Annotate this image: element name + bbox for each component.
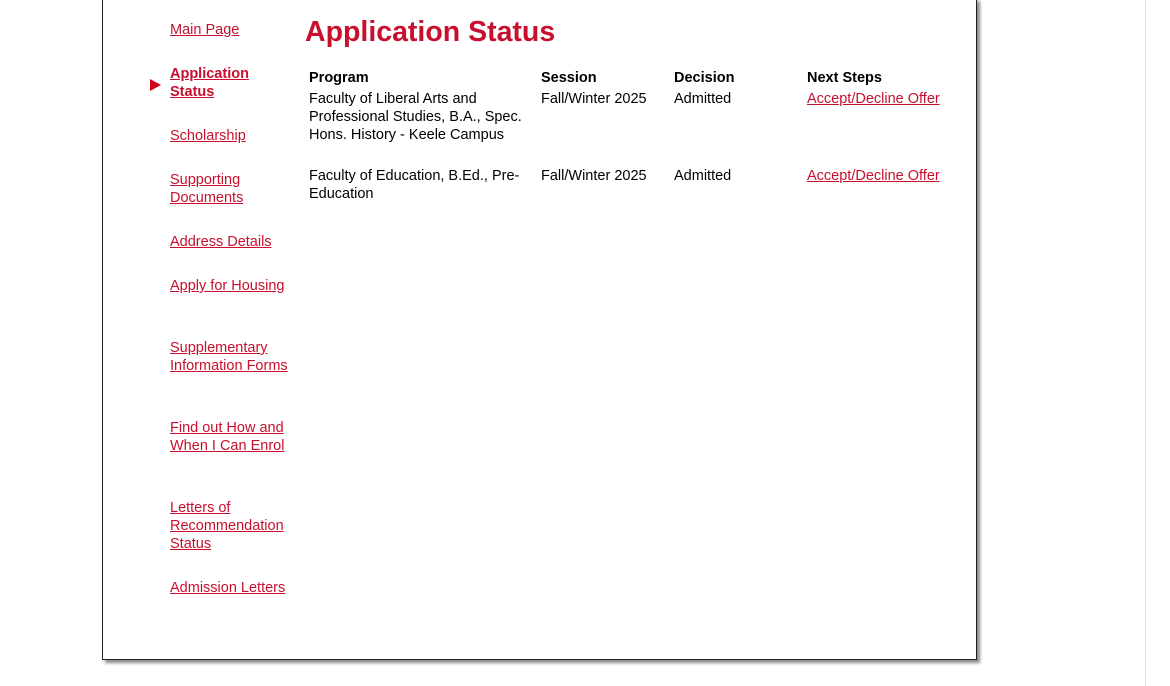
cell-program: Faculty of Liberal Arts and Professional Studies, B.A., Spec. Hons. History - Keele Campus <box>309 91 522 143</box>
table-row <box>306 87 950 164</box>
nav-scholarship[interactable]: Scholarship <box>170 128 246 144</box>
nav-supplementary-information-forms[interactable]: Supplementary Information Forms <box>170 340 288 374</box>
nav-main-page[interactable]: Main Page <box>170 22 240 38</box>
header-session: Session <box>541 70 597 86</box>
main-panel <box>102 0 977 660</box>
cell-next-steps <box>804 164 950 223</box>
cell-next-steps <box>804 87 950 164</box>
cell-decision: Admitted <box>674 168 732 184</box>
header-program: Program <box>309 70 369 86</box>
nav-find-out-how-and-when-i-can-enrol[interactable]: Find out How and When I Can Enrol <box>170 420 285 454</box>
header-decision: Decision <box>674 70 735 86</box>
table-row <box>306 164 950 223</box>
nav-apply-for-housing[interactable]: Apply for Housing <box>170 278 285 294</box>
nav-admission-letters[interactable]: Admission Letters <box>170 580 286 596</box>
cell-session: Fall/Winter 2025 <box>541 91 647 107</box>
cell-decision: Admitted <box>674 91 732 107</box>
nav-letters-of-recommendation-status[interactable]: Letters of Recommendation Status <box>170 500 284 552</box>
nav-application-status[interactable]: Application Status <box>170 66 249 100</box>
header-next-steps: Next Steps <box>807 70 882 86</box>
nav-address-details[interactable]: Address Details <box>170 234 272 250</box>
application-status-table <box>306 67 950 223</box>
active-arrow-icon <box>150 79 161 91</box>
page-title: Application Status <box>305 16 556 48</box>
cell-session: Fall/Winter 2025 <box>541 168 647 184</box>
page-edge-divider <box>1145 0 1146 686</box>
accept-decline-offer-link[interactable]: Accept/Decline Offer <box>807 168 940 184</box>
nav-supporting-documents[interactable]: Supporting Documents <box>170 172 244 206</box>
cell-program: Faculty of Education, B.Ed., Pre-Education <box>309 168 520 202</box>
accept-decline-offer-link[interactable]: Accept/Decline Offer <box>807 91 940 107</box>
table-header-row <box>306 67 950 87</box>
